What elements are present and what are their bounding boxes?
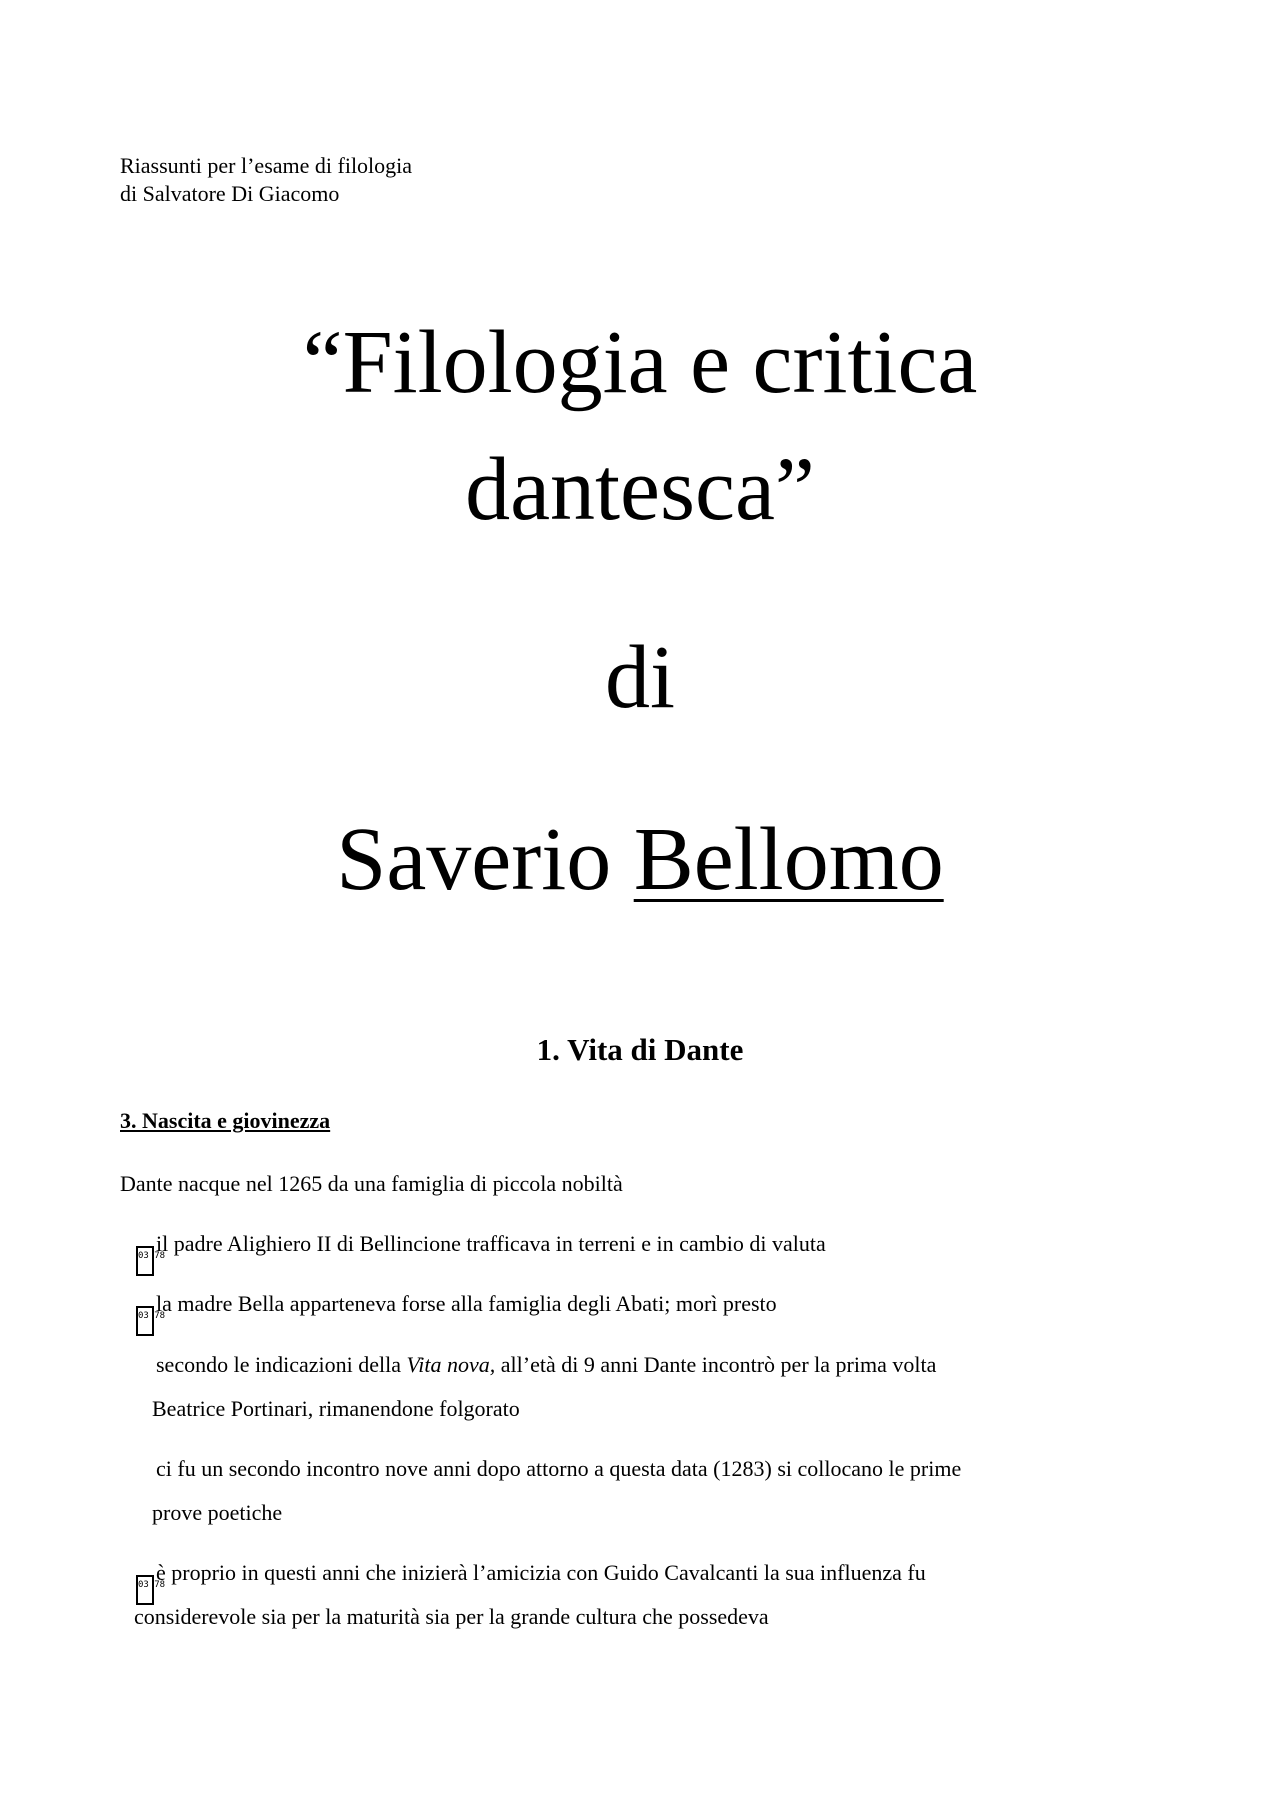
list-item	[156, 1351, 936, 1379]
list-item	[136, 1559, 926, 1605]
list-item-text: la madre Bella apparteneva forse alla famiglia degli Abati; morì presto	[156, 1291, 777, 1316]
book-author-last-name: Bellomo	[633, 810, 944, 909]
header-line-author: di Salvatore Di Giacomo	[120, 181, 340, 206]
book-author	[0, 810, 1280, 910]
list-item	[136, 1230, 826, 1276]
work-title-italic: Vita nova,	[406, 1352, 496, 1377]
list-item-continuation: prove poetiche	[152, 1500, 283, 1525]
list-item: ci fu un secondo incontro nove anni dopo attorno a questa data (1283) si collocano le prime	[156, 1456, 962, 1481]
chapter-title: 1. Vita di Dante	[536, 1032, 744, 1067]
list-item	[136, 1290, 777, 1336]
list-item-text: è proprio in questi anni che inizierà l’amicizia con Guido Cavalcanti la sua influenza fu	[156, 1560, 926, 1585]
list-item-text: il padre Alighiero II di Bellincione trafficava in terreni e in cambio di valuta	[156, 1231, 826, 1256]
missing-glyph-icon: 03 78	[136, 1306, 154, 1336]
paragraph-intro: Dante nacque nel 1265 da una famiglia di piccola nobiltà	[120, 1171, 623, 1196]
missing-glyph-icon: 03 78	[136, 1575, 154, 1605]
book-title-line-1: “Filologia e critica	[302, 313, 978, 412]
book-author-first-name: Saverio	[336, 810, 634, 909]
book-title-by: di	[604, 628, 675, 727]
book-title-line-2: dantesca”	[465, 440, 815, 539]
header-line-course: Riassunti per l’esame di filologia	[120, 153, 413, 178]
section-subtitle: 3. Nascita e giovinezza	[120, 1108, 331, 1133]
missing-glyph-icon: 03 78	[136, 1246, 154, 1276]
list-item-continuation: considerevole sia per la maturità sia per la grande cultura che possedeva	[134, 1604, 769, 1629]
list-item-text-part: all’età di 9 anni Dante incontrò per la prima volta	[495, 1352, 937, 1377]
list-item-continuation: Beatrice Portinari, rimanendone folgorato	[152, 1396, 520, 1421]
document-header	[120, 152, 412, 208]
list-item-text-part: secondo le indicazioni della	[156, 1352, 407, 1377]
